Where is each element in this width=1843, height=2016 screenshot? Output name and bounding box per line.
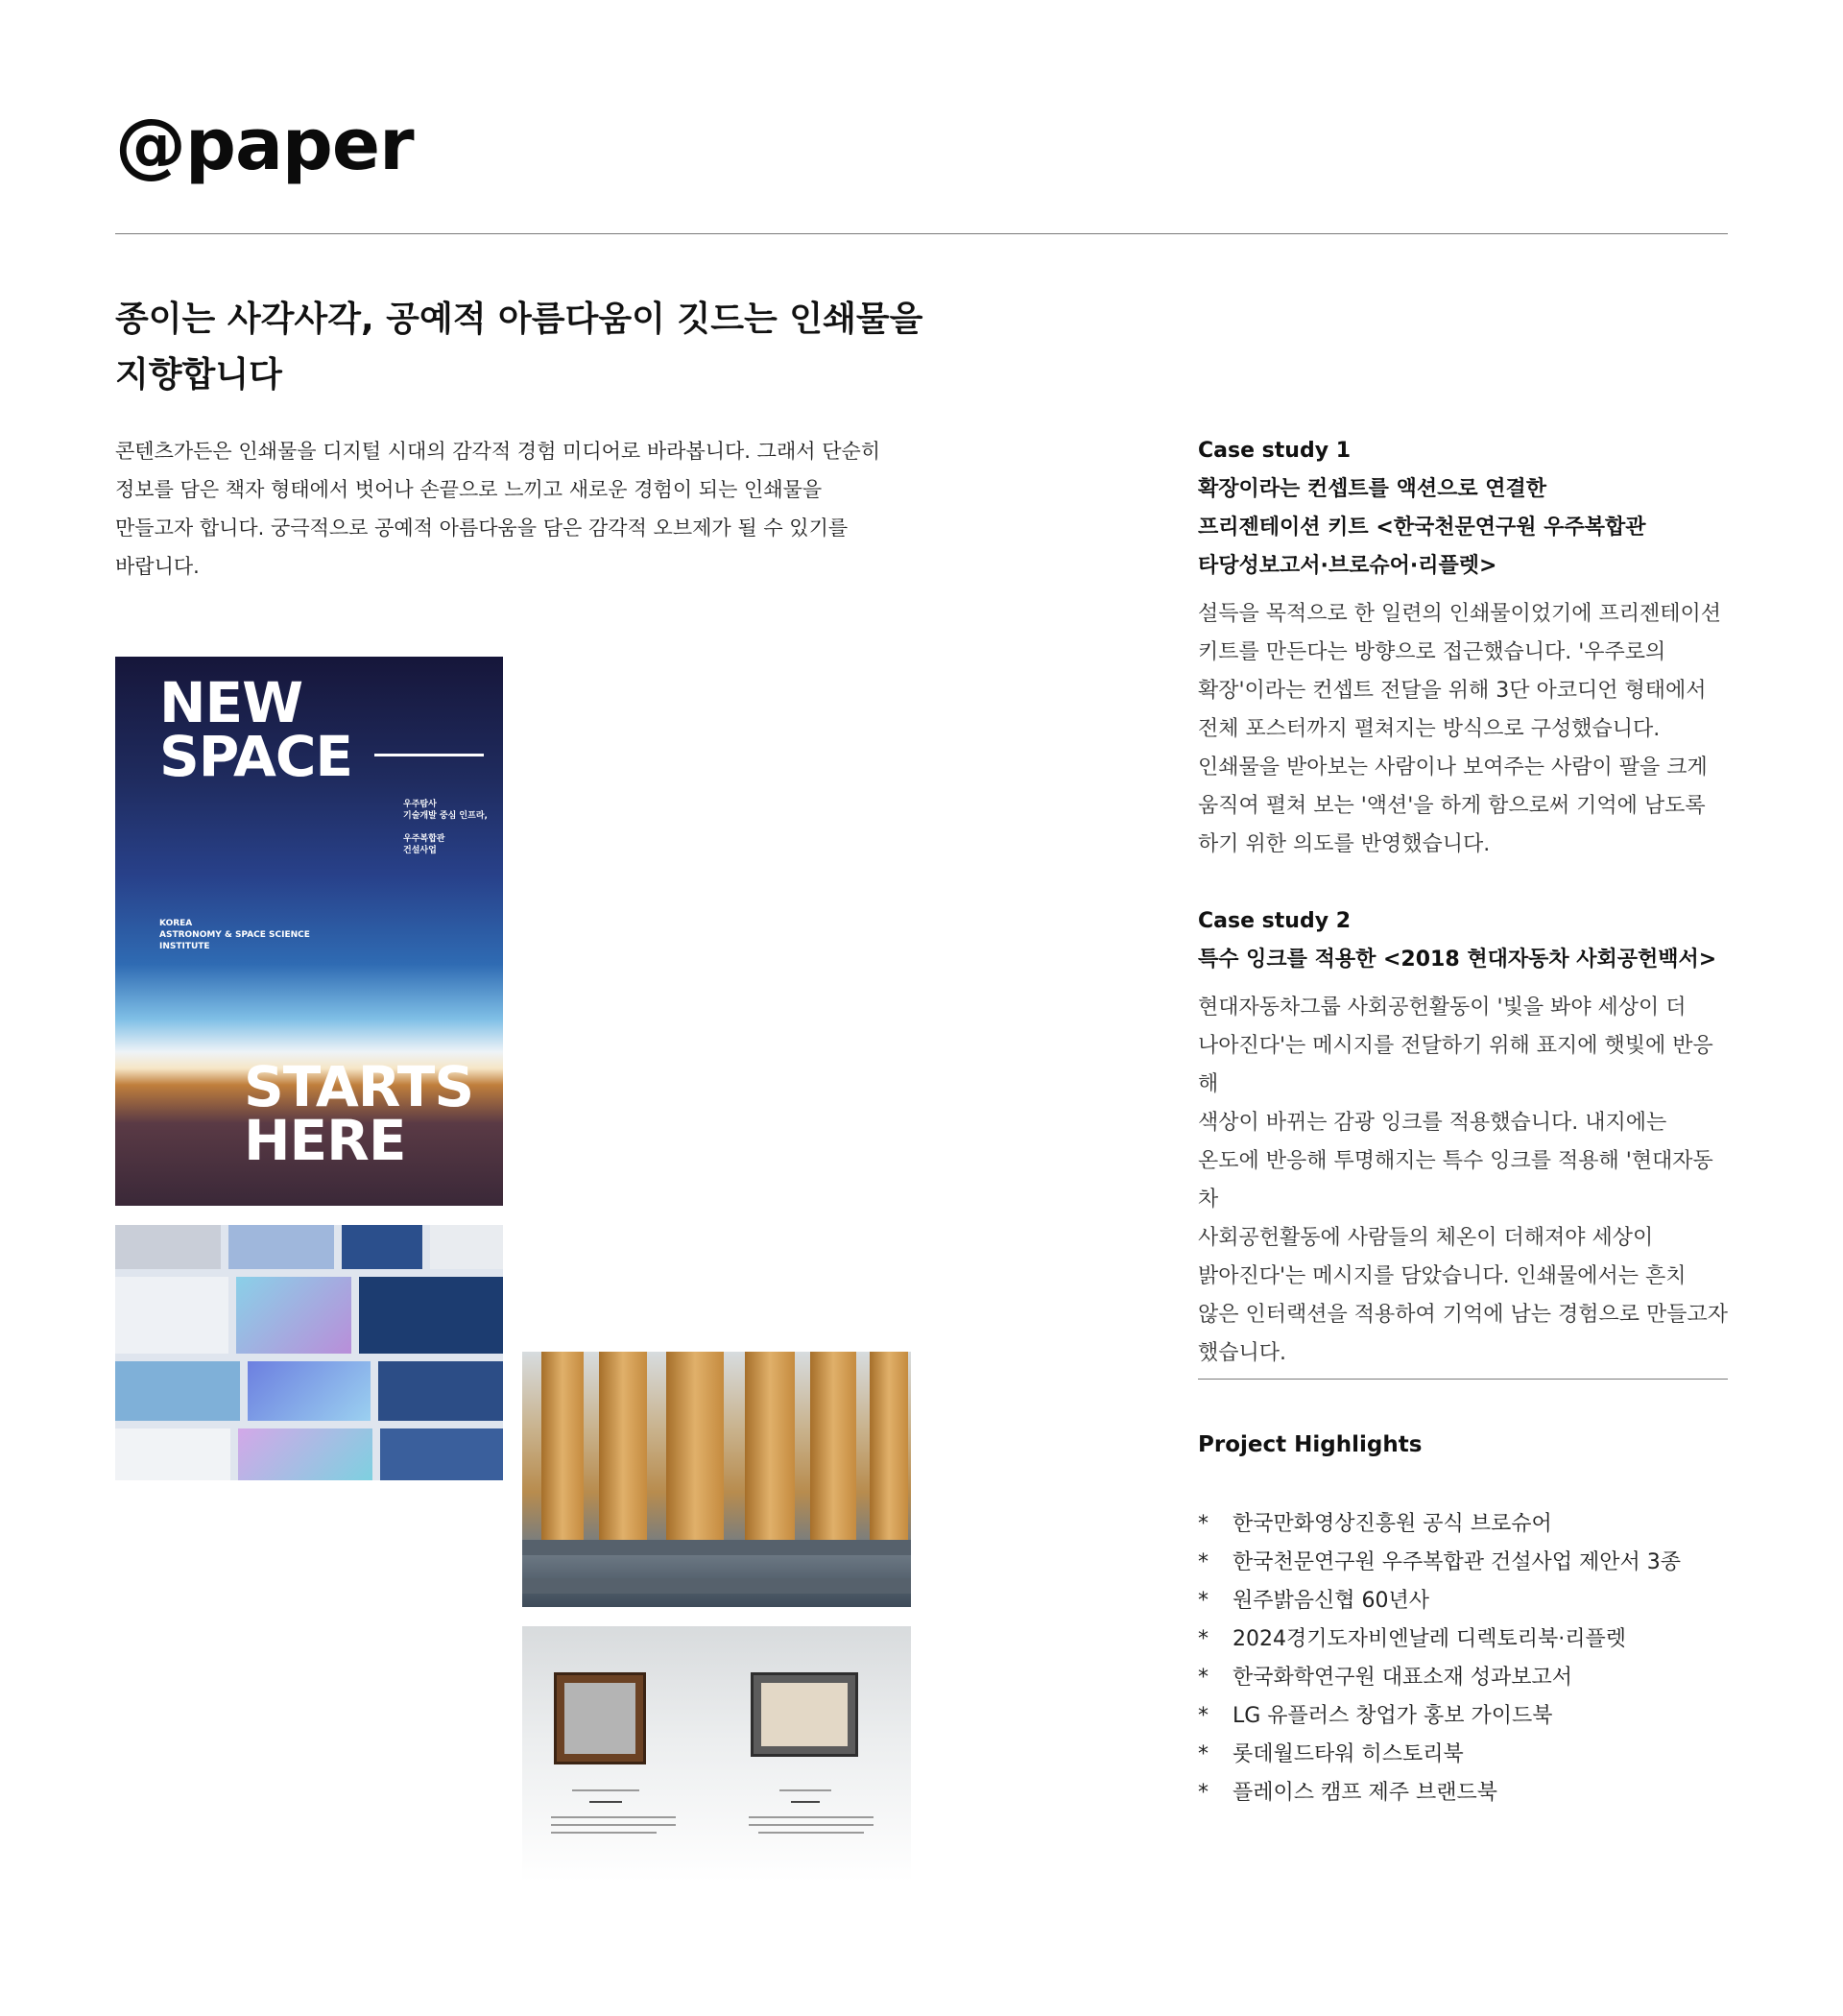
brochure-spreads-image [115, 1225, 503, 1480]
case-study-body-line: 현대자동차그룹 사회공헌활동이 '빛을 봐야 세상이 더 [1198, 996, 1687, 1020]
caption-line [551, 1824, 676, 1826]
brand-title: @paper [115, 104, 414, 186]
folder-shape [666, 1352, 724, 1544]
spread-tile [430, 1225, 503, 1269]
case-study-body-line: 전체 포스터까지 펼쳐지는 방식으로 구성했습니다. [1198, 717, 1661, 741]
highlights-divider [1198, 1379, 1728, 1380]
case-study-body-line: 확장'이라는 컨셉트 전달을 위해 3단 아코디언 형태에서 [1198, 679, 1707, 703]
highlight-item [1198, 1736, 1681, 1774]
case-study-body-line: 키트를 만든다는 방향으로 접근했습니다. '우주로의 [1198, 640, 1666, 664]
caption-line [551, 1832, 657, 1834]
poster-title-line: NEW [159, 670, 303, 735]
headline-line: 종이는 사각사각, 공예적 아름다움이 깃드는 인쇄물을 [115, 300, 923, 339]
ambulance-photo [761, 1683, 848, 1746]
poster-bottom-line: STARTS [244, 1054, 474, 1119]
bullet-marker: * [1198, 1512, 1209, 1536]
poster-bottom-title [244, 1054, 474, 1173]
bullet-marker: * [1198, 1742, 1209, 1766]
highlight-item [1198, 1659, 1681, 1697]
spread-tile [342, 1225, 422, 1269]
caption-line [791, 1801, 820, 1803]
case-study-body-line: 하기 위한 의도를 반영했습니다. [1198, 832, 1491, 856]
spread-tile [236, 1277, 351, 1354]
case-study-label: Case study 2 [1198, 909, 1351, 933]
intro-line: 콘텐츠가든은 인쇄물을 디지털 시대의 감각적 경험 미디어로 바라봅니다. 그래서 단순히 [115, 440, 881, 463]
archive-shelves-image [522, 1352, 911, 1607]
spread-tile [228, 1225, 334, 1269]
bullet-marker: * [1198, 1704, 1209, 1728]
case-study-subtitle-line: 프리젠테이션 키트 <한국천문연구원 우주복합관 [1198, 516, 1646, 540]
case-study-subtitle-line: 확장이라는 컨셉트를 액션으로 연결한 [1198, 477, 1547, 501]
poster-subtext-line: 우주탐사 [403, 800, 437, 809]
spread-tile [248, 1361, 371, 1421]
photo-frame [554, 1672, 646, 1764]
highlight-text: 한국천문연구원 우주복합관 건설사업 제안서 3종 [1233, 1550, 1682, 1574]
case-study-body-line: 온도에 반응해 투명해지는 특수 잉크를 적용해 '현대자동차 [1198, 1149, 1713, 1212]
spread-tile [380, 1428, 503, 1480]
folder-shape [745, 1352, 795, 1544]
intro-paragraph [115, 432, 912, 586]
folder-shape [599, 1352, 647, 1544]
photo-frame [751, 1672, 858, 1757]
shelf-bar [522, 1578, 911, 1594]
caption-line [572, 1789, 639, 1791]
highlight-item [1198, 1697, 1681, 1736]
poster-title-line: SPACE [159, 724, 353, 789]
highlight-text: 한국만화영상진흥원 공식 브로슈어 [1233, 1512, 1552, 1536]
caption-line [589, 1801, 622, 1803]
case-study-body-line: 않은 인터랙션을 적용하여 기억에 남는 경험으로 만들고자 [1198, 1303, 1729, 1327]
history-book-image [522, 1626, 911, 1882]
spread-tile [238, 1428, 372, 1480]
case-study-body [1198, 989, 1728, 1373]
caption-line [551, 1816, 676, 1818]
highlight-text: 한국화학연구원 대표소재 성과보고서 [1233, 1666, 1573, 1690]
spread-tile [359, 1277, 503, 1354]
caption-line [749, 1824, 874, 1826]
poster-org-line: ASTRONOMY & SPACE SCIENCE [159, 930, 310, 940]
spread-tile [115, 1225, 221, 1269]
caption-line [749, 1816, 874, 1818]
highlight-item [1198, 1620, 1681, 1659]
case-study-body-line: 인쇄물을 받아보는 사람이나 보여주는 사람이 팔을 크게 [1198, 756, 1708, 780]
highlight-item [1198, 1774, 1681, 1812]
highlight-text: 롯데월드타워 히스토리북 [1233, 1742, 1464, 1766]
poster-subtext-line: 기술개발 중심 인프라, [403, 811, 488, 821]
case-study-body [1198, 595, 1728, 864]
case-study-1 [1198, 432, 1728, 864]
poster-org-line: INSTITUTE [159, 942, 210, 951]
case-study-body-line: 사회공헌활동에 사람들의 체온이 더해져야 세상이 [1198, 1226, 1654, 1250]
highlights-list [1198, 1505, 1681, 1812]
case-study-2 [1198, 902, 1728, 1373]
intro-headline [115, 292, 960, 403]
case-study-title [1198, 902, 1728, 979]
folder-shape [810, 1352, 856, 1544]
case-study-subtitle-line: 특수 잉크를 적용한 <2018 현대자동차 사회공헌백서> [1198, 948, 1717, 972]
top-divider [115, 233, 1728, 234]
case-study-body-line: 설득을 목적으로 한 일련의 인쇄물이었기에 프리젠테이션 [1198, 602, 1722, 626]
highlight-item [1198, 1505, 1681, 1544]
new-space-poster-image [115, 657, 503, 1206]
case-study-body-line: 움직여 펼쳐 보는 '액션'을 하게 함으로써 기억에 남도록 [1198, 794, 1706, 818]
case-study-subtitle-line: 타당성보고서·브로슈어·리플렛> [1198, 554, 1497, 578]
case-study-body-line: 나아진다'는 메시지를 전달하기 위해 표지에 햇빛에 반응해 [1198, 1034, 1713, 1096]
case-study-body-line: 밝아진다'는 메시지를 담았습니다. 인쇄물에서는 흔치 [1198, 1264, 1687, 1288]
bullet-marker: * [1198, 1589, 1209, 1613]
folder-shape [541, 1352, 584, 1544]
highlight-text: 2024경기도자비엔날레 디렉토리북·리플렛 [1233, 1627, 1627, 1651]
caption-line [779, 1789, 831, 1791]
highlight-text: 원주밝음신협 60년사 [1233, 1589, 1430, 1613]
case-study-body-line: 했습니다. [1198, 1341, 1287, 1365]
case-study-body-line: 색상이 바뀌는 감광 잉크를 적용했습니다. 내지에는 [1198, 1111, 1667, 1135]
spread-tile [378, 1361, 503, 1421]
case-study-title [1198, 432, 1728, 586]
headline-line: 지향합니다 [115, 355, 282, 395]
highlight-item [1198, 1544, 1681, 1582]
bullet-marker: * [1198, 1666, 1209, 1690]
poster-org-line: KOREA [159, 919, 193, 928]
poster-subtext [403, 833, 444, 856]
caption-line [758, 1832, 864, 1834]
poster-subtext [403, 799, 488, 822]
poster-rule [374, 754, 484, 756]
bullet-marker: * [1198, 1550, 1209, 1574]
poster-bottom-line: HERE [244, 1108, 406, 1173]
poster-title [159, 670, 353, 789]
poster-org [159, 918, 310, 952]
highlight-text: 플레이스 캠프 제주 브랜드북 [1233, 1781, 1498, 1805]
poster-subtext-line: 건설사업 [403, 846, 437, 855]
intro-line: 만들고자 합니다. 궁극적으로 공예적 아름다움을 담은 감각적 오브제가 될 수 있기를 [115, 516, 849, 540]
intro-line: 바랍니다. [115, 555, 200, 578]
folder-shape [870, 1352, 908, 1544]
spread-tile [115, 1428, 230, 1480]
shelf-bar [522, 1540, 911, 1555]
highlight-item [1198, 1582, 1681, 1620]
highlights-title: Project Highlights [1198, 1432, 1423, 1457]
spread-tile [115, 1361, 240, 1421]
bullet-marker: * [1198, 1627, 1209, 1651]
group-photo [564, 1683, 635, 1754]
bullet-marker: * [1198, 1781, 1209, 1805]
case-study-label: Case study 1 [1198, 439, 1351, 463]
highlight-text: LG 유플러스 창업가 홍보 가이드북 [1233, 1704, 1553, 1728]
intro-line: 정보를 담은 책자 형태에서 벗어나 손끝으로 느끼고 새로운 경험이 되는 인쇄물을 [115, 478, 823, 501]
poster-subtext-line: 우주복합관 [403, 834, 445, 844]
spread-tile [115, 1277, 228, 1354]
